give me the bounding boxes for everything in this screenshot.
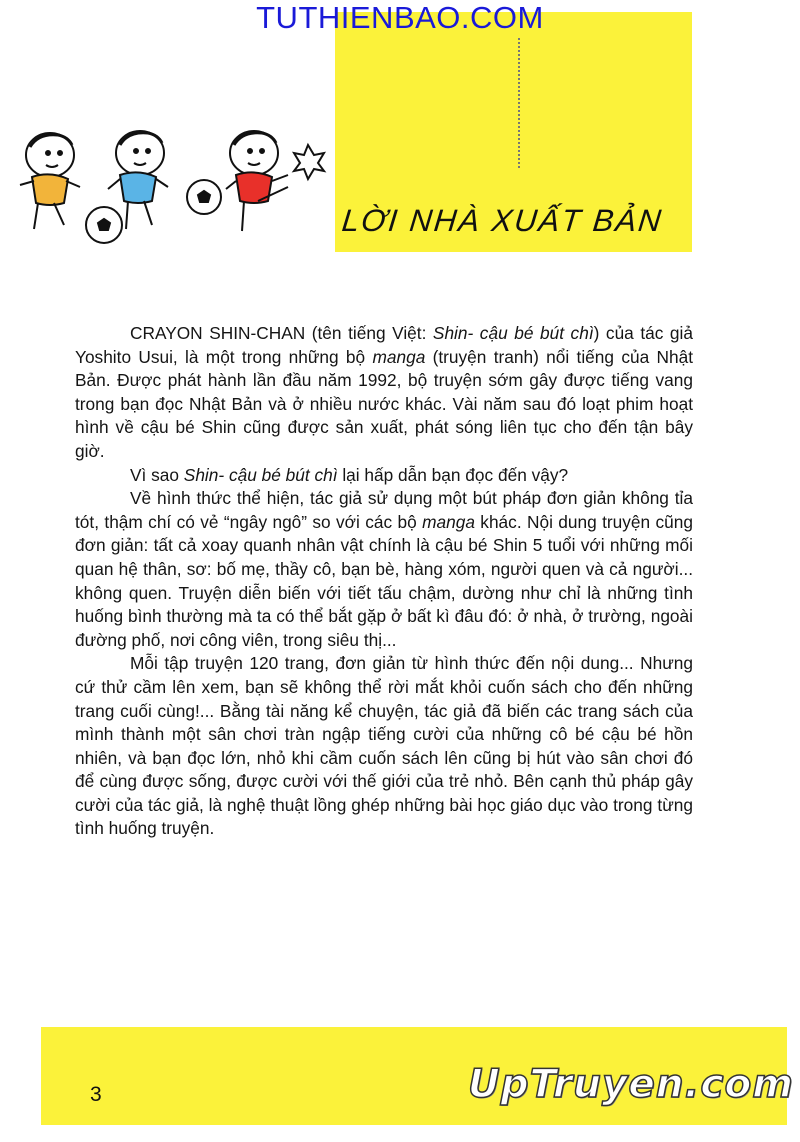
page-number: 3 — [90, 1083, 102, 1106]
paragraph-3: Về hình thức thể hiện, tác giả sử dụng một bút pháp đơn giản không tỉa tót, thậm chí có vẻ “ngây ngô” so với các bộ manga khác. Nội dung truyện cũng đơn giản: tất cả xoay quanh nhân vật chính là cậu bé Shin 5 tuổi với những mối quan hệ thân, sơ: bố mẹ, thầy cô, bạn bè, hàng xóm, người quen và cả người... không quen. Truyện diễn biến với tiết tấu chậm, dường như chỉ là những tình huống bình thường mà ta có thể bắt gặp ở bất kì đâu đó: ở nhà, ở trường, ngoài đường phố, nơi công viên, trong siêu thị... — [75, 488, 693, 650]
kid-red-shirt — [226, 131, 288, 231]
shin-chan-soccer-illustration — [8, 125, 328, 255]
impact-star-icon — [294, 145, 324, 179]
section-title: LỜI NHÀ XUẤT BẢN — [340, 203, 665, 238]
paragraph-2: Vì sao Shin- cậu bé bút chì lại hấp dẫn bạn đọc đến vậy? — [130, 464, 569, 485]
dotted-divider — [518, 38, 520, 168]
paragraph-4: Mỗi tập truyện 120 trang, đơn giản từ hình thức đến nội dung... Nhưng cứ thử cầm lên xem, bạn sẽ không thể rời mắt khỏi cuốn sách cho đến những trang cuối cùng!... Bằng tài năng kể chuyện, tác giả đã biến các trang sách của mình thành một sân chơi tràn ngập tiếng cười của những cô bé cậu bé hồn nhiên, và bạn đọc lớn, nhỏ khi cầm cuốn sách lên cũng bị hút vào sân chơi đó để cùng được sống, được cười với thế giới của trẻ nhỏ. Bên cạnh thủ pháp gây cười của tác giả, là nghệ thuật lồng ghép những bài học giáo dục vào trong từng tình huống truyện. — [75, 653, 693, 839]
soccer-ball-2 — [187, 180, 221, 214]
paragraph-1: CRAYON SHIN-CHAN (tên tiếng Việt: Shin- cậu bé bút chì) của tác giả Yoshito Usui, là một trong những bộ manga (truyện tranh) nổi tiếng của Nhật Bản. Được phát hành lần đầu năm 1992, bộ truyện sớm gây được tiếng vang trong bạn đọc Nhật Bản và ở nhiều nước khác. Vài năm sau đó loạt phim hoạt hình về cậu bé Shin cũng được sản xuất, phát sóng liên tục cho đến tận bây giờ. — [75, 323, 693, 461]
soccer-ball-1 — [86, 207, 122, 243]
kid-orange-shirt — [20, 133, 80, 229]
brand-logo[interactable]: UpTruyen.com — [468, 1062, 794, 1107]
watermark-site[interactable]: TUTHIENBAO.COM — [256, 0, 544, 35]
preface-body — [75, 322, 693, 841]
